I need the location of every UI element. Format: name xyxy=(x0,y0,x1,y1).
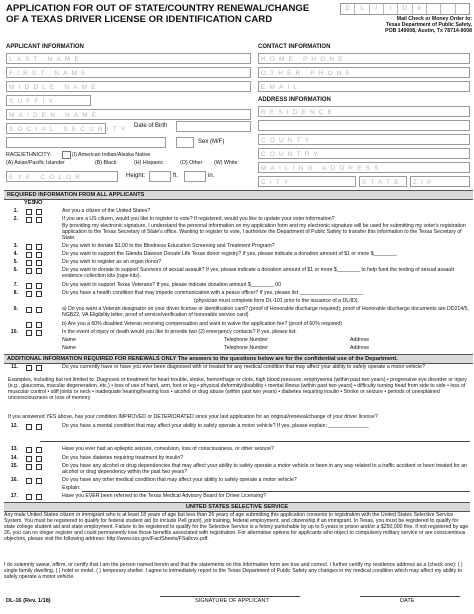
height-ft-field[interactable] xyxy=(149,171,171,182)
contact-info-heading: CONTACT INFORMATION xyxy=(258,44,331,50)
other-phone-field[interactable]: OTHER PHONE xyxy=(258,67,470,78)
dl-box-cell: / xyxy=(370,4,384,14)
question-9b xyxy=(4,321,470,328)
mailing-city-field[interactable]: CITY xyxy=(258,176,356,187)
no-checkbox[interactable] xyxy=(36,209,42,215)
q-num: 12. xyxy=(10,423,18,429)
question-8-note xyxy=(4,298,470,305)
question-17 xyxy=(4,493,470,500)
race-option-a: (A) Asian/Pacific Islander xyxy=(6,160,65,166)
race-option-o: (O) Other xyxy=(180,160,203,166)
race-label: RACE/ETHNICITY: xyxy=(6,152,52,158)
q-text: Do you have a mental condition that may affect your ability to safely operate a motor vehicle? If yes, please explain: ______________ xyxy=(62,423,369,429)
additional-info-bar: ADDITIONAL INFORMATION REQUIRED FOR RENEWALS ONLY The answers to the questions below are for the confidential use of the Department. xyxy=(4,354,473,364)
selective-service-bar: UNITED STATES SELECTIVE SERVICE xyxy=(4,502,470,512)
q-num: 9. xyxy=(13,306,18,312)
question-2-consent xyxy=(4,223,470,242)
q-num: 10. xyxy=(10,329,18,335)
q-num: 5. xyxy=(13,259,18,265)
condition-examples xyxy=(4,377,470,413)
yes-checkbox[interactable] xyxy=(26,260,32,266)
mail-line-2: Texas Department of Public Safety, xyxy=(386,22,472,29)
no-checkbox[interactable] xyxy=(36,260,42,266)
no-checkbox[interactable] xyxy=(36,322,42,328)
q-num: 4. xyxy=(13,251,18,257)
no-checkbox[interactable] xyxy=(36,291,42,297)
yes-checkbox[interactable] xyxy=(26,330,32,336)
no-checkbox[interactable] xyxy=(36,365,42,371)
q-num: 14. xyxy=(10,455,18,461)
address-info-heading: ADDRESS INFORMATION xyxy=(258,97,331,103)
dob-field[interactable] xyxy=(176,121,251,132)
maiden-name-field[interactable]: MAIDEN NAME xyxy=(6,109,251,120)
mailing-instructions xyxy=(326,16,472,35)
race-option-i: (I) American Indian/Alaska Native xyxy=(72,152,151,158)
race-option-h: (H) Hispanic xyxy=(134,160,164,166)
q-text: In the event of injury or death would you like to provide two (2) emergency contacts? If yes, please list: xyxy=(62,329,297,335)
q-text: Do you wish to register as an organ donor? xyxy=(62,259,162,265)
question-16 xyxy=(4,477,470,484)
q-text: Do you currently have or have you ever been diagnosed with or treated for any medical condition that may affect your ability to safely operate a motor vehicle? xyxy=(62,364,425,370)
phone-label: Telephone Number xyxy=(224,345,268,351)
yes-checkbox[interactable] xyxy=(26,478,32,484)
emergency-contact-1[interactable] xyxy=(4,337,470,344)
q-num: 2. xyxy=(13,216,18,222)
mail-line-3: POB 149008, Austin, Tx 78714-9008 xyxy=(385,28,472,35)
address-label: Address xyxy=(350,345,370,351)
question-9a xyxy=(4,306,470,319)
dl-box-cell xyxy=(456,4,469,14)
emergency-contact-2[interactable] xyxy=(4,345,470,352)
race-box[interactable] xyxy=(62,151,71,159)
q-num: 6. xyxy=(13,267,18,273)
date-label: DATE xyxy=(400,598,415,604)
mail-line-1: Mail Check or Money Order to: xyxy=(396,16,472,22)
yes-checkbox[interactable] xyxy=(26,447,32,453)
q-text: a) Do you want a Veteran designator on your driver license or identification card? (proof of Honorable discharge required); proof of Honorable discharge documents are DD214/5, NGB22, VA Eligibility letter, proof of service/verification of honorable service card) xyxy=(62,306,469,319)
no-checkbox[interactable] xyxy=(36,447,42,453)
q-text: Do you want to support the Glenda Dawson Donate Life Texas donor registry? If yes, please indicate a donation amount of $1 or more $________ xyxy=(62,251,397,257)
name-label: Name xyxy=(62,345,76,351)
no-checkbox[interactable] xyxy=(36,494,42,500)
dl-box-cell: I xyxy=(384,4,398,14)
question-11 xyxy=(4,364,470,377)
q-num: 15. xyxy=(10,463,18,469)
q-text: b) Are you a 60% disabled Veteran receiving compensation and want to waive the application fee? (proof of 60% required) xyxy=(62,321,343,327)
q-num: 8. xyxy=(13,290,18,296)
question-12 xyxy=(4,423,470,430)
ft-label: ft. xyxy=(173,173,179,179)
title-line-1: APPLICATION FOR OUT OF STATE/COUNTRY RENEWAL/CHANGE xyxy=(6,3,310,14)
dl-box-cell xyxy=(427,4,441,14)
dl-box-cell: D xyxy=(398,4,412,14)
selective-text: Any male United States citizen or immigrant who is at least 18 years of age but less than 26 years of age submitting this application consents to registration with the United States Selective Service System. You must be registered to qualify for federal student aid (to include Pell grant), job training, federal employment, and citizenship if an immigrant. In Texas, you must be registered to qualify for state college student aid and state employment. Failure to be registered to qualify for the Selective Service is a felony punishable by up to 5 years in prison and/or a $250,000 fine. If not registered by age 26, you can no longer register and could permanently lose those benefits associated with registration. For alternative options for applicants who object to compulsory military service or are conscientious objectors, please visit the following address: http://www.sss.gov/FactSheets/FSaltcvx.pdf. xyxy=(4,512,469,543)
dl-box-cell: # xyxy=(413,4,427,14)
q-num: 11. xyxy=(11,364,18,370)
sex-field[interactable] xyxy=(176,137,194,148)
phone-label: Telephone Number xyxy=(224,337,268,343)
q-text: Have you EVER been referred to the Texas Medical Advisory Board for Driver Licensing? xyxy=(62,493,267,499)
question-1 xyxy=(4,208,470,215)
mailing-zip-field[interactable]: ZIP xyxy=(410,176,470,187)
residence-line-2-field[interactable] xyxy=(258,120,470,131)
yes-checkbox[interactable] xyxy=(26,252,32,258)
suffix-field[interactable]: SUFFIX xyxy=(6,95,91,106)
no-checkbox[interactable] xyxy=(36,424,42,430)
name-label: Name xyxy=(62,337,76,343)
no-checkbox[interactable] xyxy=(36,283,42,289)
question-14 xyxy=(4,455,470,462)
no-header: NO xyxy=(34,200,43,206)
dl-box-cell: L xyxy=(355,4,369,14)
last-name-field[interactable]: LAST NAME xyxy=(6,53,251,64)
yes-checkbox[interactable] xyxy=(26,268,32,274)
residence-field[interactable]: RESIDENCE xyxy=(258,106,470,117)
yes-checkbox[interactable] xyxy=(26,464,32,470)
ssn-field[interactable]: SOCIAL SECURITY xyxy=(6,123,106,134)
country-field[interactable]: COUNTRY xyxy=(258,148,470,159)
mailing-state-field[interactable]: STATE xyxy=(359,176,407,187)
question-11b xyxy=(4,414,470,421)
q-num: 16. xyxy=(10,477,18,483)
q-text: If you are a US citizen, would you like to register to vote? If registered, would you like to update your voter information? xyxy=(62,216,335,222)
first-name-field[interactable]: FIRST NAME xyxy=(6,67,251,78)
yes-checkbox[interactable] xyxy=(26,424,32,430)
explain-label: Explain: xyxy=(62,485,81,491)
question-6 xyxy=(4,267,470,280)
yes-checkbox[interactable] xyxy=(26,283,32,289)
no-checkbox[interactable] xyxy=(36,478,42,484)
question-15 xyxy=(4,463,470,476)
middle-name-field[interactable]: MIDDLE NAME xyxy=(6,81,251,92)
no-checkbox[interactable] xyxy=(36,456,42,462)
county-field[interactable]: COUNTY xyxy=(258,134,470,145)
q-text: Do you want to support Texas Veterans? If yes, please indicate donation amount $________.00 xyxy=(62,282,282,288)
home-phone-field[interactable]: HOME PHONE xyxy=(258,53,470,64)
no-checkbox[interactable] xyxy=(36,330,42,336)
race-option-w: (W) White xyxy=(214,160,238,166)
yes-header: YES xyxy=(24,200,36,206)
no-checkbox[interactable] xyxy=(36,307,42,313)
signature-line[interactable] xyxy=(160,596,300,597)
q-text: By providing my electronic signature, I understand the personal information on my application form and my electronic signature will be used for submitting my voter's registration application to the Texas Secretary of State's office. Wanting to register to vote, I authorize the Department of Public Safety to transfer this information to the Texas Secretary of State. xyxy=(62,223,466,242)
dl-box-cell xyxy=(441,4,455,14)
q-num: 13. xyxy=(10,446,18,452)
yes-checkbox[interactable] xyxy=(26,307,32,313)
q-num: 3. xyxy=(13,243,18,249)
signature-label: SIGNATURE OF APPLICANT xyxy=(195,598,269,604)
required-info-bar: REQUIRED INFORMATION FROM ALL APPLICANTS xyxy=(4,190,473,200)
question-4 xyxy=(4,251,470,258)
eye-color-field[interactable]: EYE COLOR xyxy=(6,171,118,182)
question-8 xyxy=(4,290,470,297)
affirmation: I do solemnly swear, affirm, or certify that I am the person named herein and that the statements on this information form are true and correct. I further certify my residence address as a (check one): ( ) single family dwelling, ( ) hotel or motel, ( ) temporary shelter. I agree to immediately report to the Texas Department of Public Safety any changes in my medical condition which may affect my ability to safely operate a motor vehicle. xyxy=(4,562,463,581)
yes-checkbox[interactable] xyxy=(26,365,32,371)
q-text: Do you want to donate to support Survivors of sexual assault? If yes, please indicate a donation amount of $1 or more $________ to help fund the testing of sexual assault evidence collection kits (rape kits). xyxy=(62,267,454,280)
q-text: Do you have diabetes requiring treatment by insulin? xyxy=(62,455,184,461)
q-num: 17. xyxy=(10,493,18,499)
form-number: DL-16 (Rev. 1/18) xyxy=(6,598,51,604)
no-checkbox[interactable] xyxy=(36,268,42,274)
title-line-2: OF A TEXAS DRIVER LICENSE OR IDENTIFICATION CARD xyxy=(6,14,273,25)
question-2 xyxy=(4,216,470,223)
q-text: Do you have a health condition that may impede communication with a peace officer? If yes, please list ______________________ xyxy=(62,290,363,296)
explain-line[interactable] xyxy=(82,491,470,492)
date-line[interactable] xyxy=(360,596,460,597)
q-text: If you answered YES above, has your condition IMPROVED or DETERIORATED since your last application for an original/renewal/change of your driver license? xyxy=(8,414,378,420)
yes-checkbox[interactable] xyxy=(26,209,32,215)
affirmation-text xyxy=(4,562,470,588)
question-5 xyxy=(4,259,470,266)
applicant-info-heading: APPLICANT INFORMATION xyxy=(6,44,84,50)
q-text: Do you have any alcohol or drug dependencies that may affect your ability to safely operate a motor vehicle or been in any way related to a traffic accident or been treated for an alcohol or drug dependency within the past two years? xyxy=(62,463,467,476)
q-text: Are you a citizen of the United States? xyxy=(62,208,151,214)
race-option-b: (B) Black xyxy=(95,160,117,166)
yes-checkbox[interactable] xyxy=(26,244,32,250)
q-text: Do you wish to donate $1.00 to the Blindness Education Screening and Treatment Program? xyxy=(62,243,275,249)
address-label: Address xyxy=(350,337,370,343)
email-field[interactable]: EMAIL xyxy=(258,81,470,92)
q-text: Do you have any other medical condition that may affect your ability to safely operate a motor vehicle? xyxy=(62,477,297,483)
yes-checkbox[interactable] xyxy=(26,322,32,328)
yes-checkbox[interactable] xyxy=(26,291,32,297)
q-num: 1. xyxy=(13,208,18,214)
question-3 xyxy=(4,243,470,250)
dl-box-cell: D xyxy=(341,4,355,14)
dl-number-box[interactable] xyxy=(340,3,470,15)
in-label: in. xyxy=(208,173,215,179)
address-field-applicant[interactable] xyxy=(6,137,166,148)
height-label: Height: xyxy=(126,173,146,179)
sex-label: Sex (M/F) xyxy=(198,139,225,145)
q-text: Examples, including but not limited to: Diagnosis or treatment for heart trouble, stroke, hemorrhage or clots, high blood pressure, emphysema (within past two years) • progressive eye disorder or injury (e.g., glaucoma, macular degeneration, etc.) • loss of use of hand, arm, foot or leg • physical deformity/disability • mental illness (within past two years) • difficulty turning head from side to side • loss of muscular control • stiff joints or neck • inadequate hearing/hearing loss • alcohol or drug abuse (within past two years) • diabetes requiring insulin • Stroke or seizure • periods of unexplained unconsciousness or loss of memory xyxy=(8,377,467,402)
no-checkbox[interactable] xyxy=(36,464,42,470)
question-13 xyxy=(4,446,470,453)
explain-line[interactable] xyxy=(40,441,470,442)
no-checkbox[interactable] xyxy=(36,244,42,250)
form-title xyxy=(6,3,316,25)
question-10 xyxy=(4,329,470,336)
no-checkbox[interactable] xyxy=(36,252,42,258)
yes-checkbox[interactable] xyxy=(26,456,32,462)
q-text: (physician must complete form DL-101 prior to the issuance of a DL/ID). xyxy=(194,298,359,304)
mailing-address-field[interactable]: MAILING ADDRESS xyxy=(258,162,470,173)
q-num: 7. xyxy=(13,282,18,288)
yes-checkbox[interactable] xyxy=(26,494,32,500)
dob-label: Date of Birth xyxy=(134,123,168,129)
q-text: Have you ever had an epileptic seizure, convulsion, loss of consciousness, or other seizure? xyxy=(62,446,274,452)
question-7 xyxy=(4,282,470,289)
selective-service-text xyxy=(4,512,470,560)
height-in-field[interactable] xyxy=(184,171,206,182)
